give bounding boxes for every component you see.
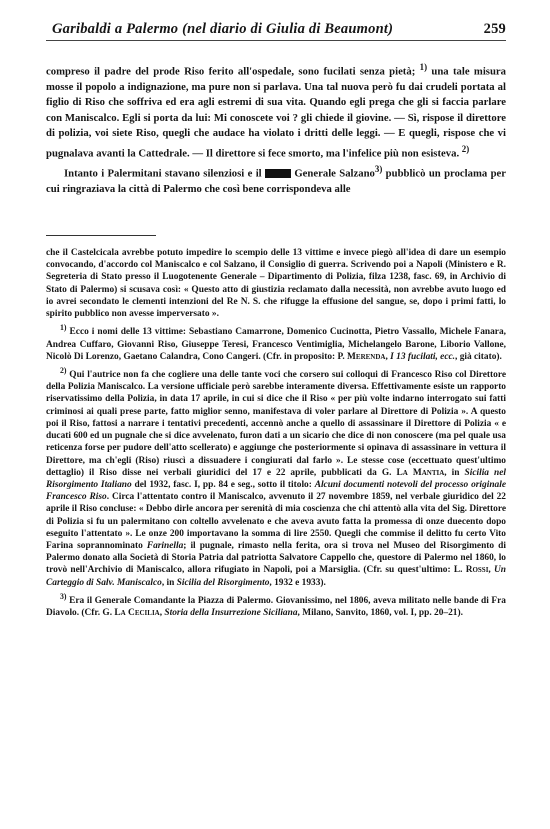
text-run: , in (161, 577, 177, 588)
text-run: del 1932, fasc. I, pp. 84 e seg., sotto il titolo: (131, 479, 315, 490)
paragraph-2 (46, 162, 506, 197)
citation-title: Un Carteggio di Salv. Maniscalco (46, 565, 506, 588)
page-number: 259 (483, 21, 506, 37)
text-run: una tale misura mosse il popolo a indignazione, ma pure non si parlava. Una tal nuova però fu dai crudeli portata al figlio di Riso che soffriva ed era agli estremi di sua vita. Quando egli prega che gli si faccia parlare con Maniscalco. Egli si porta da lui: Mi conoscete voi ? gli chiede il giovine. — Sì, rispose il direttore di polizia, voi siete Riso, quegli che audace ha violato i dritti delle leggi. — E quegli, rispose che vi pugnalava avanti la Cattedrale. — Il direttore si fece smorto, ma l'infelice più non esisteva. (46, 65, 506, 160)
footnote-ref-2: 2) (461, 143, 470, 154)
text-run: Ecco i nomi delle 13 vittime: Sebastiano Camarrone, Domenico Cucinotta, Pietro Vassallo, Michele Fanara, Andrea Cuffaro, Giovanni Riso, Giuseppe Teresi, Francesco Ventimiglia, Michelangelo Barone, Liborio Vallone, Nicolò Di Lorenzo, Gaetano Calandra, Cono Cangeri. (Cfr. in proposito: P. (46, 327, 506, 362)
footnote-1 (46, 322, 506, 363)
text-run: , (488, 565, 495, 576)
citation-title: I 13 fucilati, ecc. (390, 351, 455, 362)
footnote-mark: 2) (60, 365, 67, 375)
paragraph-1 (46, 60, 506, 162)
running-header (46, 18, 506, 41)
text-run: , 1932 e 1933). (269, 577, 326, 588)
text-run: . Circa l'attentato contro il Maniscalco, avvenuto il 27 novembre 1859, nel verbale giuridico del 22 aprile il Riso concluse: « Debbo dirle ancora per serenità di mia coscienza che chi attentò alla vita del Sig. Direttore di Polizia si fu un palermitano con coltello avvelenato e che aveva avuto fatta la promessa di onze duecento dopo eseguito l'attentato ». Le onze 200 importavano la somma di lire 2550. Quegli che commise il delitto fu certo Vito Farina soprannominato (46, 492, 506, 551)
text-run: compreso il padre del prode Riso ferito all'ospedale, sono fucilati senza pietà; (46, 65, 420, 78)
text-run: Qui l'autrice non fa che cogliere una delle tante voci che corsero sui colloqui di Francesco Riso col Direttore della Polizia Maniscalco. La versione ufficiale però sarebbe interamente diversa. Effettivamente esiste un rapporto riservatissimo della Polizia, in data 17 aprile, in cui si dice che il Riso « per più volte indarno interrogato sui fatti criminosi ai quali prese parte, fatto miglior senno, manifestava di voler parlare al Direttore di Polizia ». A questo poi il Riso, fattosi a narrare i tentativi precedenti, accennò anche a quello di assassinare il Direttore di Polizia « e ducati 600 ed un pugnale che si dice avvelenato, furon dati a un sicario che dice di non conoscere (ma pel quale usa reticenza forse per pudore dell'atto scellerato) e aggiunge che posteriormente si opinava di assassinare in vettura il Direttore, ma ch'egli (Riso) riuscì a dissuadere i congiurati dal farlo ». Le stesse cose (eccettuato quest'ultimo dettaglio) il Riso disse nei verbali giuridici del 17 e 22 aprile, pubblicati da G. (46, 370, 506, 478)
footnote-mark: 1) (60, 323, 67, 333)
text-run: pubblicò un proclama per cui ringraziava la città di Palermo che così bene corrispondeva alle (46, 167, 507, 195)
running-title: Garibaldi a Palermo (nel diario di Giulia di Beaumont) (52, 21, 394, 37)
citation-journal: Sicilia del Risorgimento (176, 577, 270, 588)
citation-title: Storia della Insurrezione Siciliana (164, 608, 298, 619)
main-text (46, 60, 506, 197)
citation-title: Alcuni documenti notevoli del processo originale Francesco Riso (46, 479, 506, 503)
citation-author: Merenda (347, 351, 386, 362)
footnote-continuation: che il Castelcicala avrebbe potuto impedire lo scempio delle 13 vittime e invece piegò all'idea di dare un esempio convocando, d'accordo col Maniscalco e col Salzano, il Consiglio di guerra. Scrivendo poi a Napoli (Ministero e R. Segreteria di Stato presso il Luogotenente Generale – Dipartimento di Polizia, filza 1238, fasc. 69, in Archivio di Stato di Palermo) si scusava così: « Questo atto di giustizia reclamato dalla necessità, non avrebbe avuto luogo ed io avrei secondato le clementi intenzioni del Re N. S. che rifugge la effusione del sangue, se, dopo i primi fatti, lo spirito pubblico non avesse imperversato ». (46, 248, 506, 320)
citation-author: La Cecilia (114, 608, 160, 619)
text-run: , (385, 351, 391, 362)
citation-author: Rossi (465, 565, 489, 576)
text-run: , (159, 608, 165, 619)
citation-journal: Sicilia nel Risorgimento Italiano (46, 467, 506, 490)
text-run: ; il pugnale, rimasto nella ferita, ora si trova nel Museo del Risorgimento di Palermo donato alla Società di Storia Patria dal patriotta Salvatore Cappello che, questore di Palermo nel 1860, lo trovò nell'Archivio di Maniscalco, allora rifugiato in Napoli, poi a Marsiglia. (Cfr. su quest'ultimo: L. (46, 540, 506, 576)
text-run: , in (444, 467, 465, 478)
text-run: , già citato). (455, 351, 502, 362)
text-run: Generale Salzano (291, 167, 375, 180)
footnote-mark: 3) (60, 591, 67, 601)
text-run: Era il Generale Comandante la Piazza di Palermo. Giovanissimo, nel 1806, aveva militato nelle bande di Fra Diavolo. (Cfr. G. (46, 595, 506, 619)
citation-author: La Mantia (396, 467, 445, 478)
text-run: , Milano, Sanvito, 1860, vol. I, pp. 20–21). (297, 608, 463, 619)
footnote-3 (46, 591, 506, 620)
redaction-mark (265, 169, 291, 178)
footnote-ref-3: 3) (374, 163, 383, 174)
text-run: Intanto i Palermitani stavano silenziosi e il (64, 167, 266, 180)
footnote-separator (46, 235, 156, 236)
footnote-ref-1: 1) (419, 62, 428, 72)
nickname: Farinella (146, 540, 184, 551)
footnote-2 (46, 365, 506, 589)
footnotes (46, 247, 506, 621)
